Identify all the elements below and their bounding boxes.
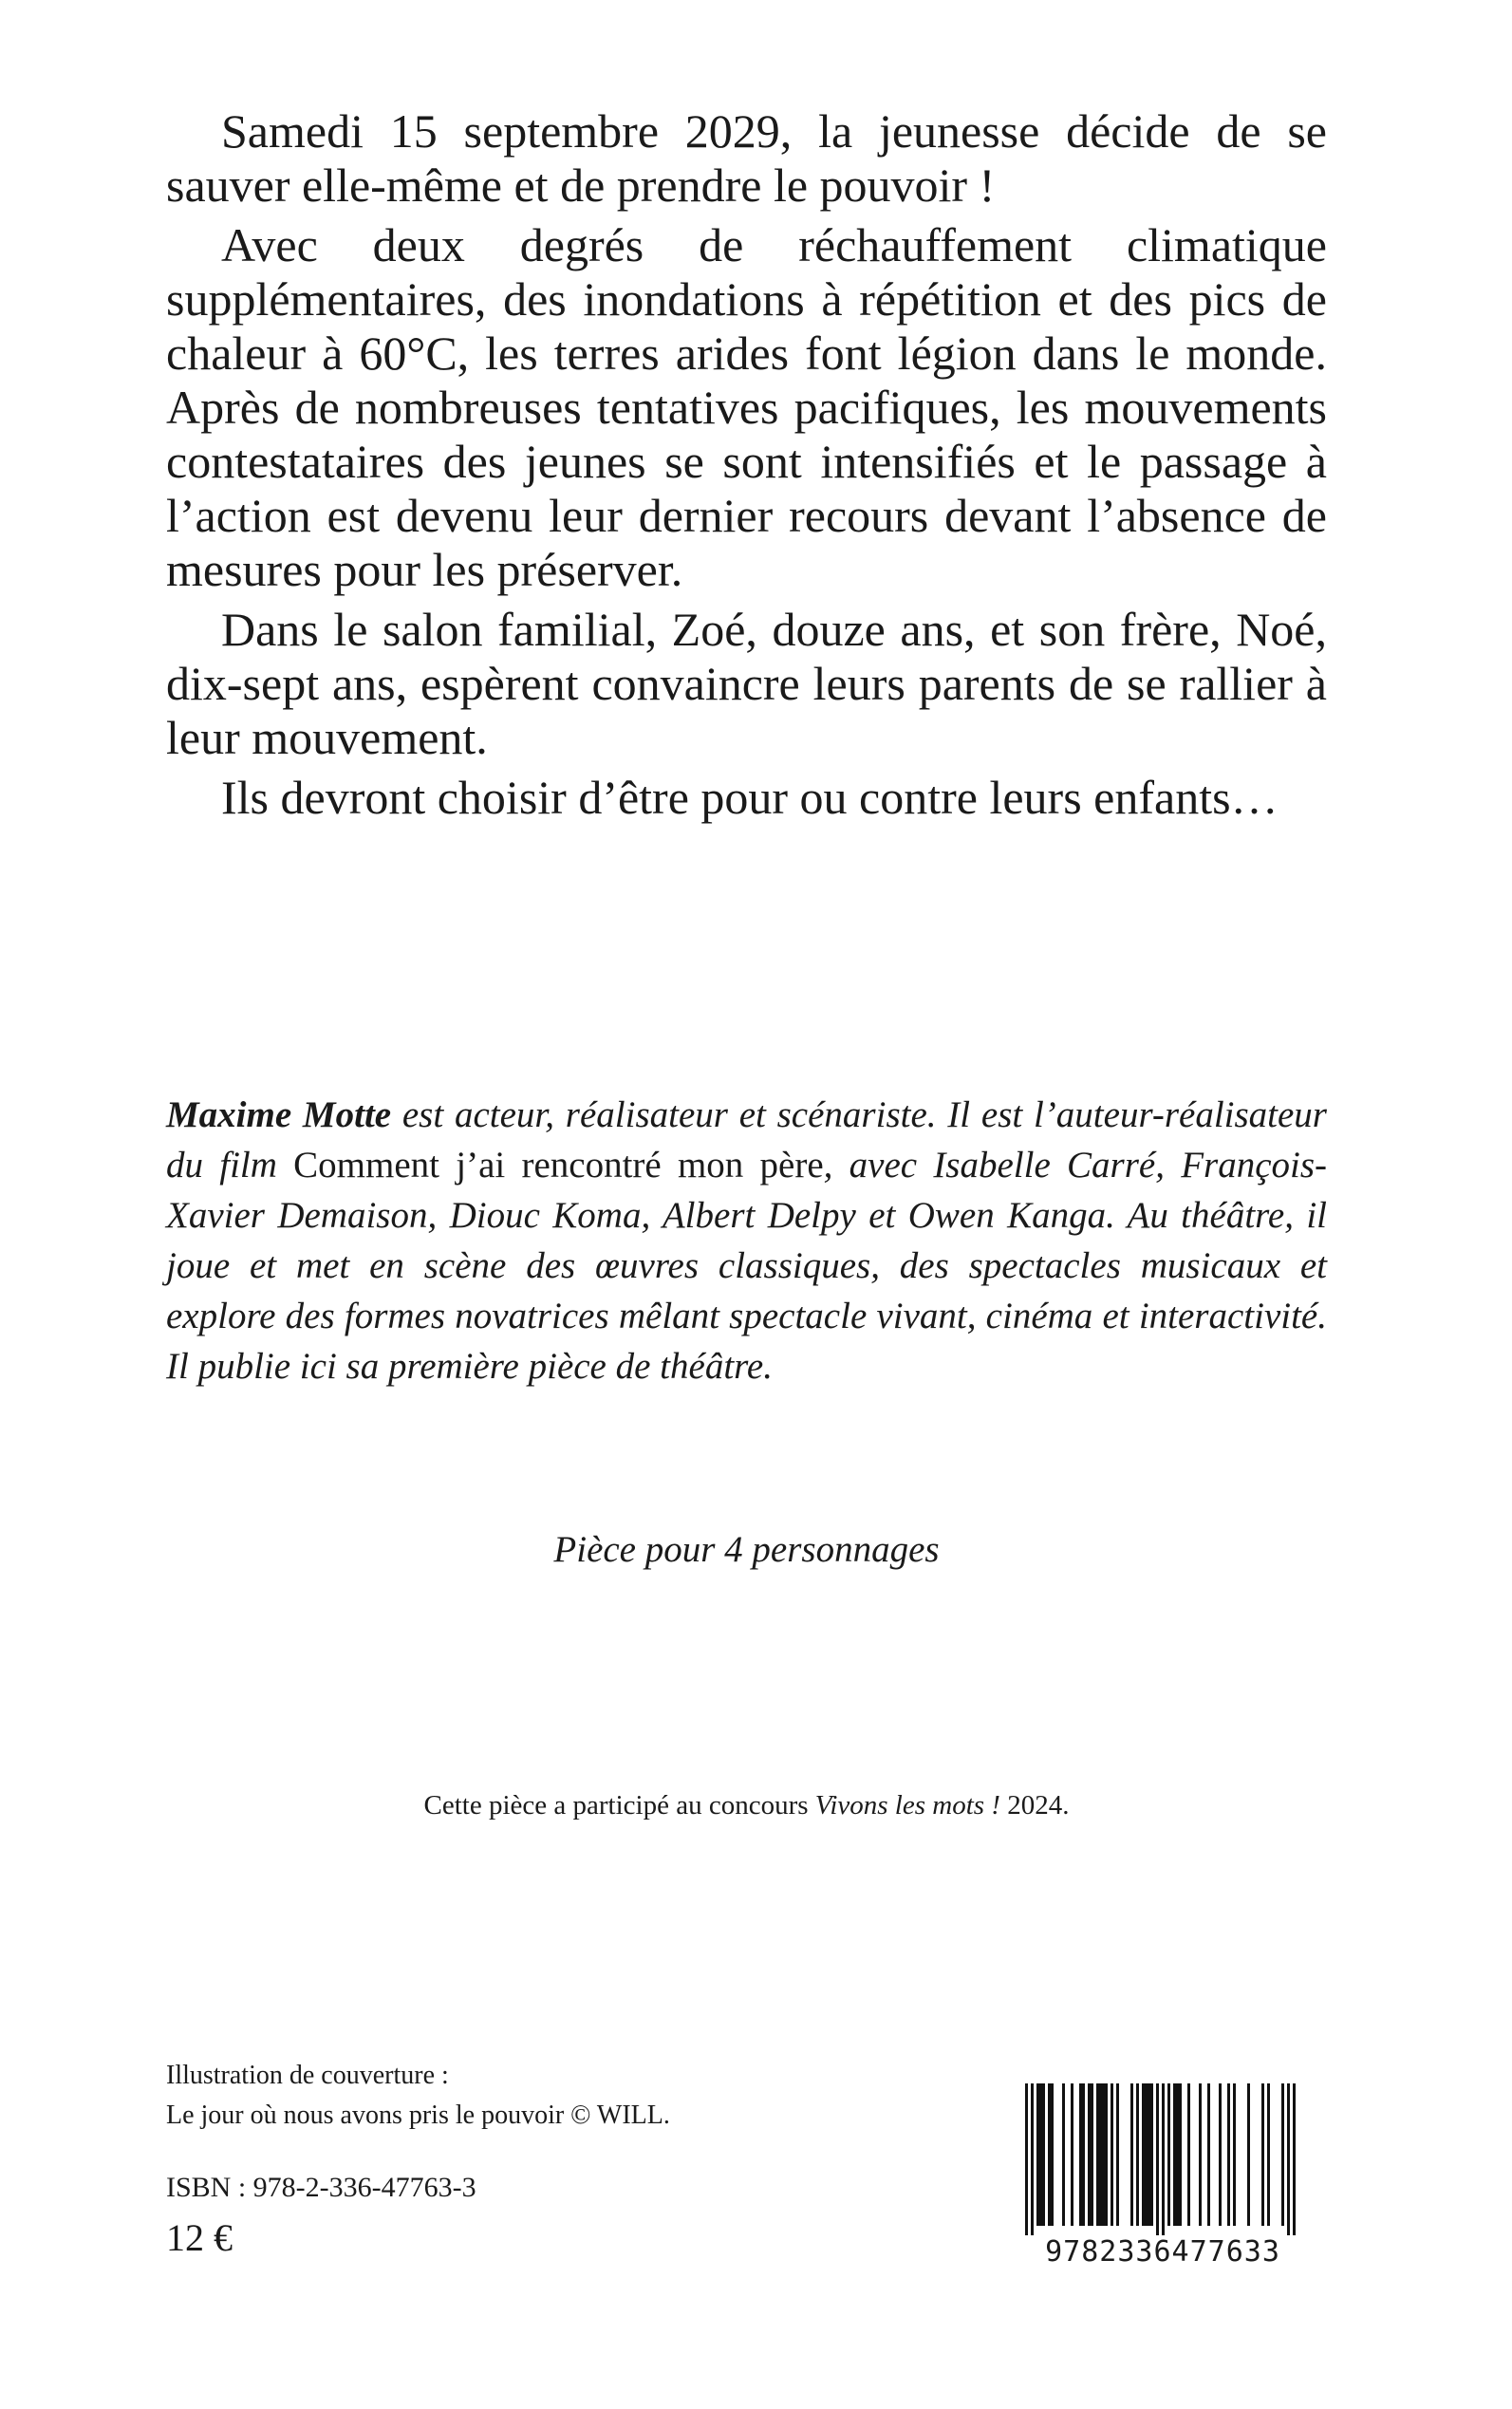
- barcode-bar: [1199, 2083, 1202, 2226]
- barcode-bar: [1079, 2083, 1082, 2226]
- barcode-bar: [1227, 2083, 1230, 2226]
- barcode-bar: [1025, 2083, 1028, 2235]
- cover-credit-line-1: Illustration de couverture :: [166, 2061, 449, 2090]
- barcode-bar: [1247, 2083, 1250, 2226]
- blurb-paragraph-3: Dans le salon familial, Zoé, douze ans, et son frère, Noé, dix-sept ans, espèrent convaincre leurs parents de se rallier à leur mouvement.: [166, 603, 1327, 764]
- characters-note: Pièce pour 4 personnages: [553, 1529, 940, 1570]
- barcode-number: 9782336477633: [1045, 2235, 1280, 2269]
- barcode-bar: [1173, 2083, 1176, 2226]
- author-bio: [166, 1090, 1327, 1391]
- barcode-bar: [1261, 2083, 1264, 2226]
- barcode-bar: [1167, 2083, 1170, 2226]
- bio-text-2: , avec Isabelle Carré, François-Xavier Demaison, Diouc Koma, Albert Delpy et Owen Kanga. Au théâtre, il joue et met en scène des œuvres classiques, des spectacles musicaux et explore des formes novatrices mêlant spectacle vivant, cinéma et interactivité. Il publie ici sa première pièce de théâtre.: [166, 1145, 1328, 1387]
- price: 12 €: [166, 2216, 233, 2259]
- cover-credit: [166, 2056, 670, 2136]
- barcode-bar: [1136, 2083, 1139, 2226]
- barcode-bar: [1042, 2083, 1045, 2226]
- barcode-bar: [1116, 2083, 1119, 2226]
- isbn: ISBN : 978-2-336-47763-3: [166, 2172, 476, 2203]
- barcode-bars: [1012, 2083, 1314, 2235]
- cover-credit-line-2: Le jour où nous avons pris le pouvoir © WILL.: [166, 2101, 670, 2130]
- barcode-bar: [1082, 2083, 1085, 2226]
- contest-suffix: 2024.: [999, 1790, 1070, 1821]
- barcode-bar: [1281, 2083, 1284, 2226]
- contest-name: Vivons les mots !: [814, 1790, 1000, 1821]
- barcode-bar: [1039, 2083, 1042, 2226]
- back-cover-blurb: [166, 104, 1327, 831]
- barcode-bar: [1176, 2083, 1179, 2226]
- barcode-bar: [1130, 2083, 1133, 2226]
- barcode-bar: [1091, 2083, 1093, 2226]
- barcode-bar: [1096, 2083, 1099, 2226]
- barcode-bar: [1145, 2083, 1148, 2226]
- barcode-bar: [1071, 2083, 1073, 2226]
- film-title: Comment j’ai rencontré mon père: [293, 1145, 824, 1186]
- contest-note: [166, 1790, 1327, 1821]
- barcode-bar: [1142, 2083, 1145, 2226]
- barcode-bar: [1111, 2083, 1113, 2226]
- barcode-bar: [1099, 2083, 1102, 2226]
- barcode-bar: [1088, 2083, 1091, 2226]
- barcode-bar: [1207, 2083, 1210, 2226]
- barcode-bar: [1036, 2083, 1039, 2226]
- author-name: Maxime Motte: [166, 1094, 392, 1135]
- barcode-bar: [1179, 2083, 1182, 2226]
- barcode-bar: [1148, 2083, 1150, 2226]
- barcode-bar: [1105, 2083, 1108, 2226]
- barcode-bar: [1048, 2083, 1051, 2226]
- blurb-paragraph-4: Ils devront choisir d’être pour ou contre leurs enfants…: [221, 771, 1279, 824]
- barcode-bar: [1162, 2083, 1165, 2235]
- barcode: [1012, 2083, 1314, 2279]
- barcode-bar: [1102, 2083, 1105, 2226]
- barcode-bar: [1156, 2083, 1159, 2235]
- blurb-paragraph-2: Avec deux degrés de réchauffement climatique supplémentaires, des inondations à répétition et des pics de chaleur à 60°C, les terres arides font légion dans le monde. Après de nombreuses tentatives pacifiques, les mouvements contestataires des jeunes se sont intensifiés et le passage à l’action est devenu leur dernier recours devant l’absence de mesures pour les préserver.: [166, 218, 1327, 596]
- barcode-bar: [1219, 2083, 1222, 2226]
- barcode-bar: [1267, 2083, 1270, 2226]
- barcode-bar: [1293, 2083, 1296, 2235]
- blurb-paragraph-1: Samedi 15 septembre 2029, la jeunesse décide de se sauver elle-même et de prendre le pouvoir !: [166, 104, 1327, 212]
- contest-prefix: Cette pièce a participé au concours: [423, 1790, 815, 1821]
- barcode-bar: [1233, 2083, 1236, 2226]
- barcode-bar: [1062, 2083, 1065, 2226]
- barcode-bar: [1031, 2083, 1034, 2235]
- barcode-bar: [1287, 2083, 1290, 2235]
- barcode-bar: [1150, 2083, 1153, 2226]
- barcode-bar: [1051, 2083, 1054, 2226]
- bio-text-1: est acteur, réalisateur et scénariste. Il est l’auteur-réalisateur du film: [166, 1094, 1327, 1186]
- barcode-bar: [1187, 2083, 1190, 2226]
